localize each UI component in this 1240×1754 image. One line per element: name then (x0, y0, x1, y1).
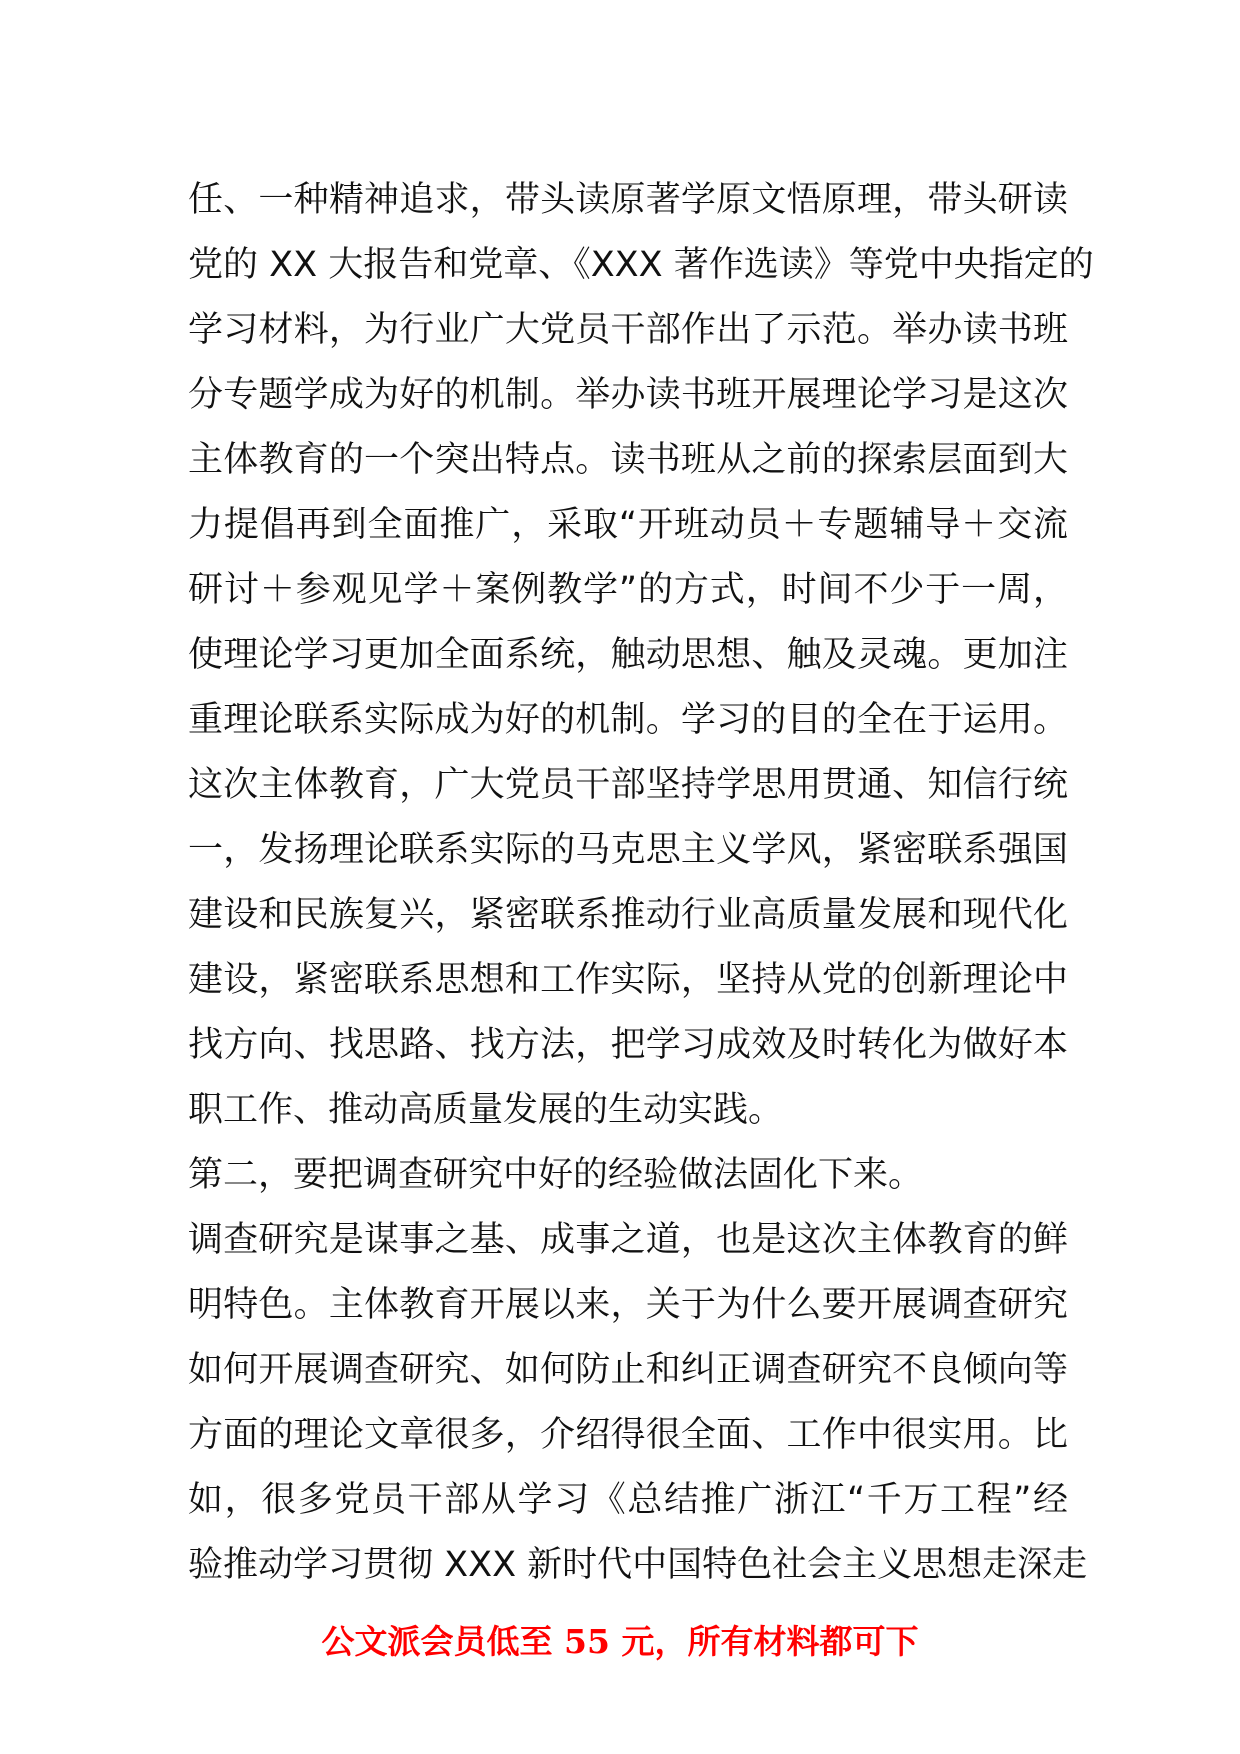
text-line: 明特色。主体教育开展以来，关于为什么要开展调查研究 (188, 1285, 1068, 1325)
text-line: 如何开展调查研究、如何防止和纠正调查研究不良倾向等 (188, 1350, 1068, 1390)
text-line: 找方向、找思路、找方法，把学习成效及时转化为做好本 (188, 1025, 1068, 1065)
text-line: 力提倡再到全面推广，采取“开班动员＋专题辅导＋交流 (188, 505, 1068, 545)
text-line: 研讨＋参观见学＋案例教学”的方式，时间不少于一周， (188, 570, 1068, 610)
text-line: 建设，紧密联系思想和工作实际，坚持从党的创新理论中 (188, 960, 1068, 1000)
text-line: 使理论学习更加全面系统，触动思想、触及灵魂。更加注 (188, 635, 1068, 675)
text-line: 这次主体教育，广大党员干部坚持学思用贯通、知信行统 (188, 765, 1068, 805)
body-text (188, 168, 1094, 1598)
text-line: 验推动学习贯彻 XXX 新时代中国特色社会主义思想走深走 (188, 1545, 1088, 1585)
text-line: 任、一种精神追求，带头读原著学原文悟原理，带头研读 (188, 180, 1068, 220)
text-line: 建设和民族复兴，紧密联系推动行业高质量发展和现代化 (188, 895, 1068, 935)
text-line: 方面的理论文章很多，介绍得很全面、工作中很实用。比 (188, 1415, 1068, 1455)
text-line: 分专题学成为好的机制。举办读书班开展理论学习是这次 (188, 375, 1068, 415)
section-heading: 第二，要把调查研究中好的经验做法固化下来。 (188, 1155, 924, 1195)
text-line: 党的 XX 大报告和党章、《XXX 著作选读》等党中央指定的 (188, 245, 1094, 285)
text-line: 职工作、推动高质量发展的生动实践。 (188, 1090, 784, 1130)
text-line: 学习材料，为行业广大党员干部作出了示范。举办读书班 (188, 310, 1068, 350)
text-line: 重理论联系实际成为好的机制。学习的目的全在于运用。 (188, 700, 1068, 740)
text-line: 调查研究是谋事之基、成事之道，也是这次主体教育的鲜 (188, 1220, 1068, 1260)
text-line: 主体教育的一个突出特点。读书班从之前的探索层面到大 (188, 440, 1068, 480)
text-line: 一，发扬理论联系实际的马克思主义学风，紧密联系强国 (188, 830, 1068, 870)
text-line: 如，很多党员干部从学习《总结推广浙江“千万工程”经 (188, 1480, 1068, 1520)
promo-footer: 公文派会员低至 55 元，所有材料都可下 (321, 1622, 919, 1661)
